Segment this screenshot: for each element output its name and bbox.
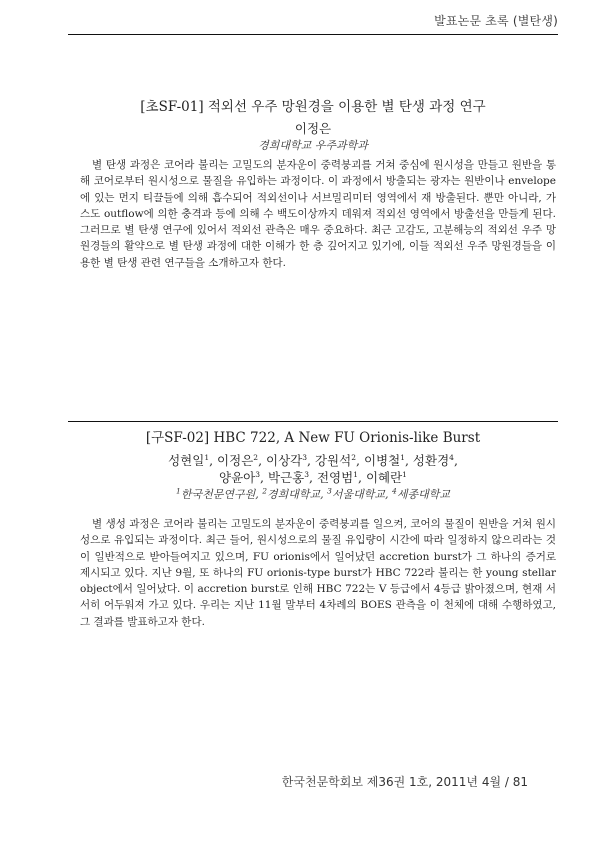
author-name: 양윤아 [219, 470, 256, 485]
author-name: 이상각 [266, 453, 303, 468]
paper1-author: 이정은 [294, 121, 332, 136]
author-separator: , [307, 453, 315, 468]
page-footer: 한국천문학회보 제36권 1호, 2011년 4월 / 81 [281, 775, 528, 789]
affiliation-name: 한국천문연구원 [180, 488, 256, 501]
author-separator: , [209, 453, 218, 468]
author-affiliation-mark: 4 [449, 452, 454, 462]
author-affiliation-mark: 2 [253, 452, 259, 462]
affiliation-mark: 3 [327, 486, 332, 496]
author-separator: , [356, 453, 364, 468]
author-affiliation-mark: 1 [204, 452, 210, 462]
author-name: 이혜란 [365, 470, 403, 485]
paper-divider [68, 421, 558, 422]
author-name: 이병철 [363, 453, 401, 468]
section-tag: 발표논문 초록 (별탄생) [434, 14, 558, 28]
author-separator: , [258, 453, 267, 468]
paper1-affiliation: 경희대학교 우주과학과 [258, 139, 368, 152]
affiliation-separator: , [385, 488, 393, 501]
paper1-abstract: 별 탄생 과정은 코어라 불리는 고밀도의 분자운이 중력붕괴를 거쳐 중심에 원시성을 만들고 원반을 통해 코어로부터 원시성으로 물질을 유입하는 과정이다. 이 과정에서 방출되는 광자는 원반이나 envelope에 있는 먼지 티끌들에 의해 흡수되어 적외선이나 서브밀리미터 영역에서 재 방출된다. 뿐만 아니라, 가스도 outflow에 의한 충격과 등에 의해 수 백도이상까지 데워져 적외선 영역에서 방출선을 만들게 된다. 그러므로 별 탄생 연구에 있어서 적외선 관측은 매우 중요하다. 최근 고감도, 고분해능의 적외선 우주 망원경들의 활약으로 별 탄생 과정에 대한 이해가 한 층 깊어지고 있기에, 이들 적외선 우주 망원경들을 이용한 별 탄생 관련 연구들을 소개하고자 한다. [80, 159, 556, 269]
affiliation-name: 서울대학교 [331, 488, 386, 501]
author-affiliation-mark: 1 [400, 452, 405, 462]
author-separator: , [357, 470, 366, 485]
author-name: 강원석 [314, 453, 352, 468]
author-separator: , [260, 470, 268, 485]
author-separator: , [309, 470, 317, 485]
paper2-authors-line2 [68, 469, 558, 487]
paper2-title: [구SF-02] HBC 722, A New FU Orionis-like Burst [145, 430, 481, 446]
author-name: 성환경 [412, 453, 450, 468]
affiliation-mark: 4 [392, 486, 397, 496]
header-rule [68, 34, 558, 35]
author-affiliation-mark: 3 [304, 469, 310, 479]
author-affiliation-mark: 1 [353, 469, 358, 479]
author-affiliation-mark: 3 [302, 452, 308, 462]
author-name: 전영범 [316, 470, 354, 485]
author-name: 박근홍 [268, 470, 305, 485]
affiliation-name: 경희대학교 [266, 488, 321, 501]
author-separator: , [404, 453, 413, 468]
paper1-title: [초SF-01] 적외선 우주 망원경을 이용한 별 탄생 과정 연구 [140, 99, 486, 115]
paper2-affiliations [68, 486, 558, 502]
author-affiliation-mark: 1 [402, 469, 407, 479]
affiliation-separator: , [255, 488, 263, 501]
author-name: 성현일 [168, 453, 205, 468]
author-name: 이정은 [217, 453, 254, 468]
author-affiliation-mark: 2 [351, 452, 356, 462]
author-affiliation-mark: 3 [255, 469, 261, 479]
affiliation-name: 세종대학교 [396, 488, 450, 501]
paper2-authors-line1 [68, 452, 558, 470]
affiliation-mark: 2 [262, 486, 267, 496]
affiliation-separator: , [320, 488, 328, 501]
author-separator: , [453, 453, 458, 468]
affiliation-mark: 1 [176, 486, 181, 496]
paper2-abstract: 별 생성 과정은 코어라 불리는 고밀도의 분자운이 중력붕괴를 일으켜, 코어의 물질이 원반을 거쳐 원시성으로 유입되는 과정이다. 최근 들어, 원시성으로의 물질 유입량이 시간에 따라 일정하지 않으리라는 것이 일반적으로 받아들여지고 있으며, FU orionis에서 일어났던 accretion burst가 그 하나의 증거로 제시되고 있다. 지난 9월, 또 하나의 FU orionis-type burst가 HBC 722라 불리는 한 young stellar object에서 일어났다. 이 accretion burst로 인해 HBC 722는 V 등급에서 4등급 밝아졌으며, 현재 서서히 어두워져 가고 있다. 우리는 지난 11월 말부터 4차례의 BOES 관측을 이 천체에 대해 수행하였고, 그 결과를 발표하고자 한다. [80, 518, 556, 628]
